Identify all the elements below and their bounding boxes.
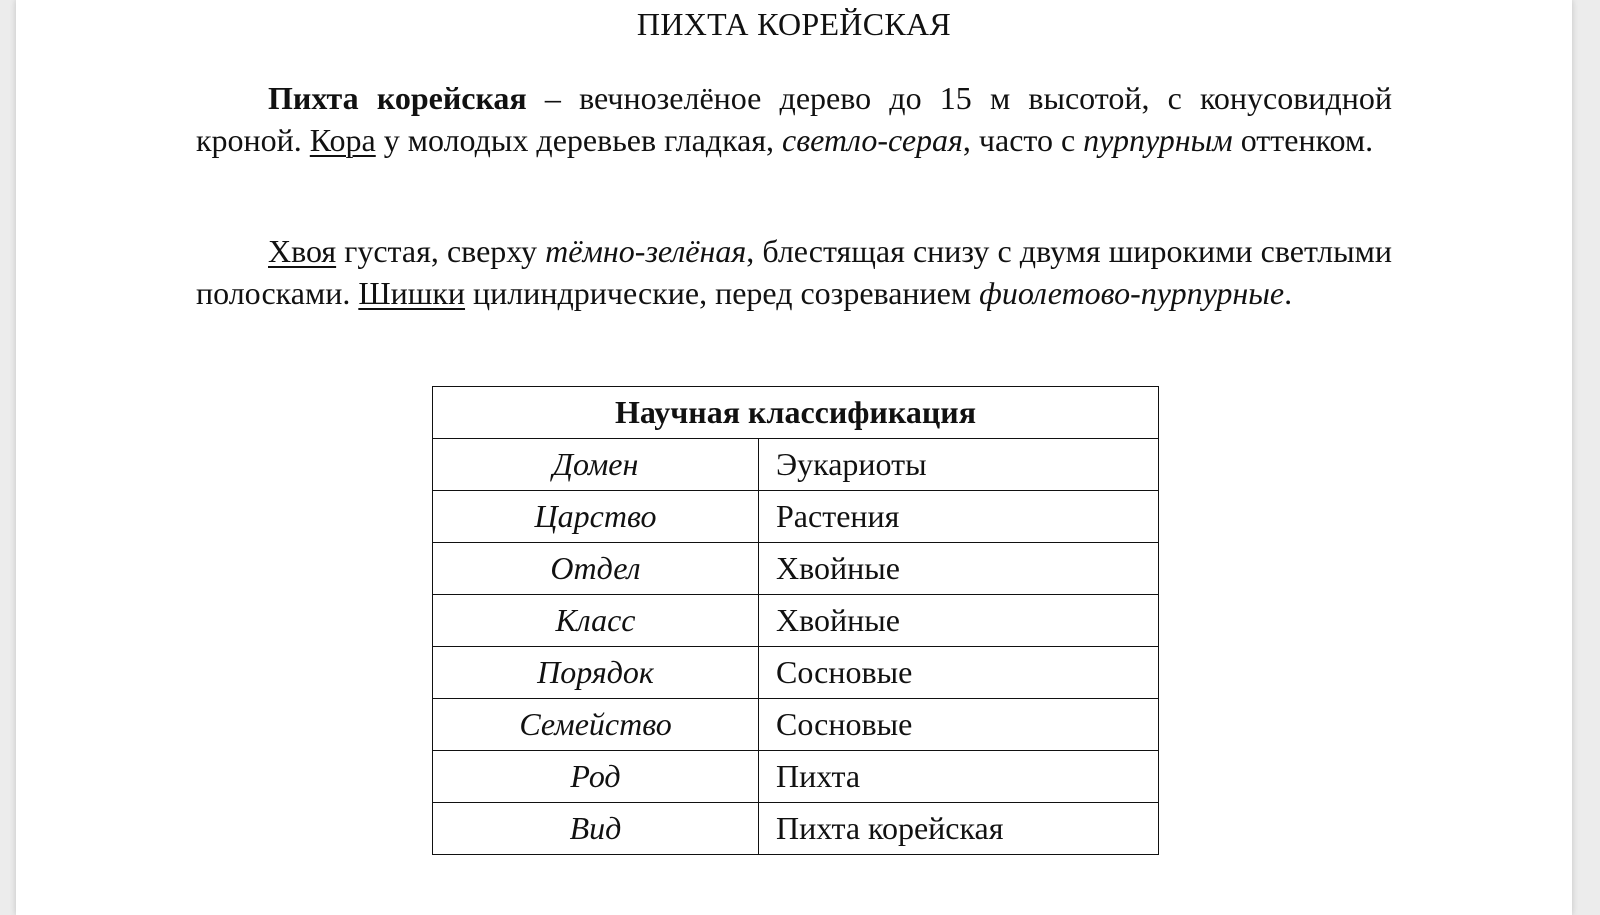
term-underlined-hvoya: Хвоя — [268, 233, 337, 269]
value-cell: Растения — [759, 491, 1159, 543]
paragraph-needles — [196, 230, 1392, 314]
value-cell: Пихта корейская — [759, 803, 1159, 855]
table-row — [433, 647, 1159, 699]
table-row — [433, 543, 1159, 595]
table-row — [433, 439, 1159, 491]
text-run: густая, сверху — [336, 233, 546, 269]
document-title: ПИХТА КОРЕЙСКАЯ — [636, 6, 952, 42]
rank-cell: Класс — [433, 595, 759, 647]
term-underlined-shishki: Шишки — [358, 275, 466, 311]
text-run: – вечнозелёное дерево до 15 м высотой, с конусовидной кроной. — [196, 80, 1393, 158]
term-bold: Пихта корейская — [268, 80, 527, 116]
rank-cell: Вид — [433, 803, 759, 855]
term-italic: фиолетово-пурпурные — [979, 275, 1285, 311]
paragraph-description — [196, 77, 1392, 161]
rank-cell: Порядок — [433, 647, 759, 699]
term-italic: тёмно-зелёная — [545, 233, 747, 269]
text-run: у молодых деревьев гладкая, — [375, 122, 783, 158]
value-cell: Сосновые — [759, 647, 1159, 699]
rank-cell: Домен — [433, 439, 759, 491]
term-underlined-kora: Кора — [309, 122, 376, 158]
text-run: цилиндрические, перед созреванием — [465, 275, 980, 311]
table-row — [433, 803, 1159, 855]
term-italic: светло-серая — [782, 122, 963, 158]
text-run: , блестящая снизу с двумя широкими светлыми полосками. — [196, 233, 1393, 311]
text-run: . — [1284, 275, 1293, 311]
table-row — [433, 595, 1159, 647]
table-header-row — [433, 387, 1159, 439]
rank-cell: Отдел — [433, 543, 759, 595]
value-cell: Сосновые — [759, 699, 1159, 751]
value-cell: Хвойные — [759, 595, 1159, 647]
classification-table — [432, 386, 1159, 855]
text-run: , часто с — [962, 122, 1084, 158]
rank-cell: Род — [433, 751, 759, 803]
table-row — [433, 491, 1159, 543]
text-run: оттенком. — [1232, 122, 1374, 158]
document-page — [16, 0, 1572, 915]
value-cell: Пихта — [759, 751, 1159, 803]
value-cell: Эукариоты — [759, 439, 1159, 491]
table-row — [433, 699, 1159, 751]
table-header: Научная классификация — [433, 387, 1159, 439]
rank-cell: Царство — [433, 491, 759, 543]
table-row — [433, 751, 1159, 803]
value-cell: Хвойные — [759, 543, 1159, 595]
rank-cell: Семейство — [433, 699, 759, 751]
term-italic: пурпурным — [1083, 122, 1233, 158]
